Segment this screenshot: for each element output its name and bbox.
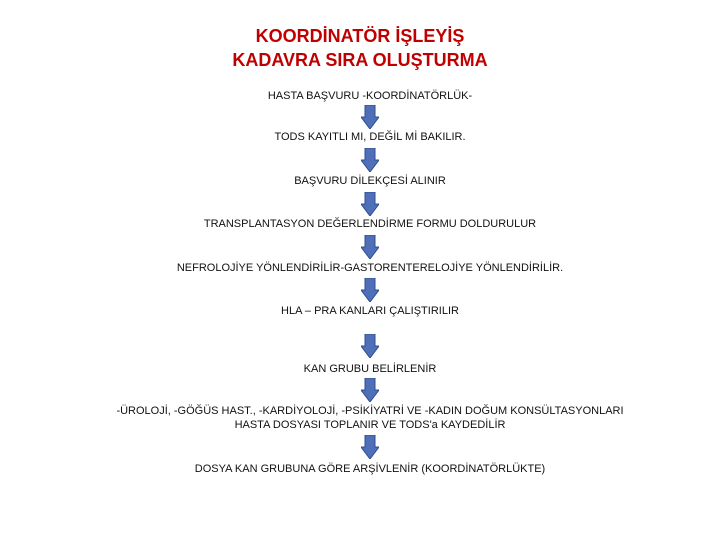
down-arrow-icon	[361, 435, 379, 459]
step-transplantasyon-formu	[0, 217, 720, 231]
step-label: BAŞVURU DİLEKÇESİ ALINIR	[294, 175, 446, 187]
down-arrow-icon	[361, 235, 379, 259]
down-arrow-icon	[361, 192, 379, 216]
step-label: NEFROLOJİYE YÖNLENDİRİLİR-GASTORENTERELOJİYE YÖNLENDİRİLİR.	[176, 262, 564, 274]
step-label-line-2: HASTA DOSYASI TOPLANIR VE TODS'a KAYDEDİLİR	[234, 419, 506, 431]
down-arrow-icon	[361, 334, 379, 358]
step-label: TODS KAYITLI MI, DEĞİL Mİ BAKILIR.	[274, 131, 466, 143]
down-arrow-icon	[361, 105, 379, 129]
down-arrow-icon	[361, 278, 379, 302]
step-label: HASTA BAŞVURU -KOORDİNATÖRLÜK-	[267, 90, 473, 102]
down-arrow-icon	[361, 148, 379, 172]
step-label: HLA – PRA KANLARI ÇALIŞTIRILIR	[281, 305, 459, 317]
step-label: KAN GRUBU BELİRLENİR	[303, 363, 437, 375]
title-line-1: KOORDİNATÖR İŞLEYİŞ	[255, 26, 465, 46]
step-hasta-basvuru	[0, 89, 720, 103]
down-arrow-icon	[361, 378, 379, 402]
step-hla-pra	[0, 304, 720, 318]
step-kan-grubu	[0, 362, 720, 376]
step-dosya-arsivleme	[0, 462, 720, 476]
title-line-2: KADAVRA SIRA OLUŞTURMA	[232, 50, 488, 70]
step-label-line-1: -ÜROLOJİ, -GÖĞÜS HAST., -KARDİYOLOJİ, -PSİKİYATRİ VE -KADIN DOĞUM KONSÜLTASYONLARI	[116, 405, 624, 417]
step-label: DOSYA KAN GRUBUNA GÖRE ARŞİVLENİR (KOORDİNATÖRLÜKTE)	[194, 463, 546, 475]
step-nefroloji-gastroenteroloji	[0, 261, 720, 275]
step-tods-kayit	[0, 130, 720, 144]
step-basvuru-dilekcesi	[0, 174, 720, 188]
step-konsultasyonlar	[0, 404, 720, 432]
diagram-title	[0, 24, 720, 72]
step-label: TRANSPLANTASYON DEĞERLENDİRME FORMU DOLDURULUR	[203, 218, 537, 230]
